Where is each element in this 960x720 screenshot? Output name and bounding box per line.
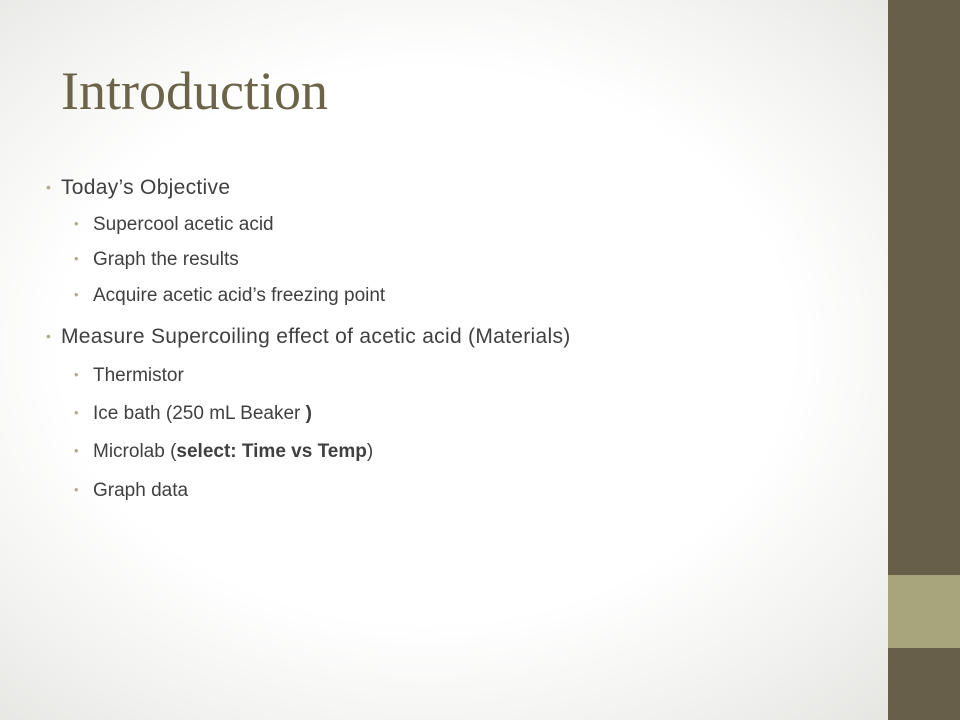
bullet-text: Thermistor [93,365,184,386]
bullet-icon: • [74,287,79,302]
bullet-todays-objective [46,175,231,201]
sub-bullet-graph-results [74,248,239,272]
bullet-text-part: Ice bath (250 mL Beaker [93,403,306,424]
bullet-text-bold-part: ) [305,403,312,424]
sub-bullet-ice-bath [74,402,312,426]
bullet-text: Graph data [93,480,189,501]
bullet-text-part: Microlab ( [93,441,177,462]
bullet-icon: • [74,216,79,231]
bullet-text: Supercool acetic acid [93,214,274,235]
slide-title: Introduction [61,61,328,121]
bullet-text-part: ) [366,441,374,462]
bullet-measure-supercoiling [46,324,571,350]
bullet-icon: • [74,405,79,420]
bullet-text: Graph the results [93,249,239,270]
bullet-text-bold-part: select: Time vs Temp [176,441,367,462]
bullet-icon: • [74,251,79,266]
bullet-icon: • [74,443,79,458]
sub-bullet-supercool [74,213,274,237]
sub-bullet-thermistor [74,364,184,388]
bullet-text: Acquire acetic acid’s freezing point [93,285,386,306]
bullet-text: Today’s Objective [61,176,231,199]
sidebar-band-accent [888,575,960,648]
sub-bullet-freezing-point [74,284,386,308]
sidebar-band-top [888,0,960,575]
sub-bullet-microlab [74,440,374,464]
bullet-icon: • [74,482,79,497]
bullet-text: Measure Supercoiling effect of acetic acid (Materials) [61,325,571,348]
sidebar-band-bottom [888,648,960,720]
bullet-icon: • [74,367,79,382]
bullet-icon: • [46,179,52,195]
bullet-icon: • [46,328,52,344]
sub-bullet-graph-data [74,479,189,503]
